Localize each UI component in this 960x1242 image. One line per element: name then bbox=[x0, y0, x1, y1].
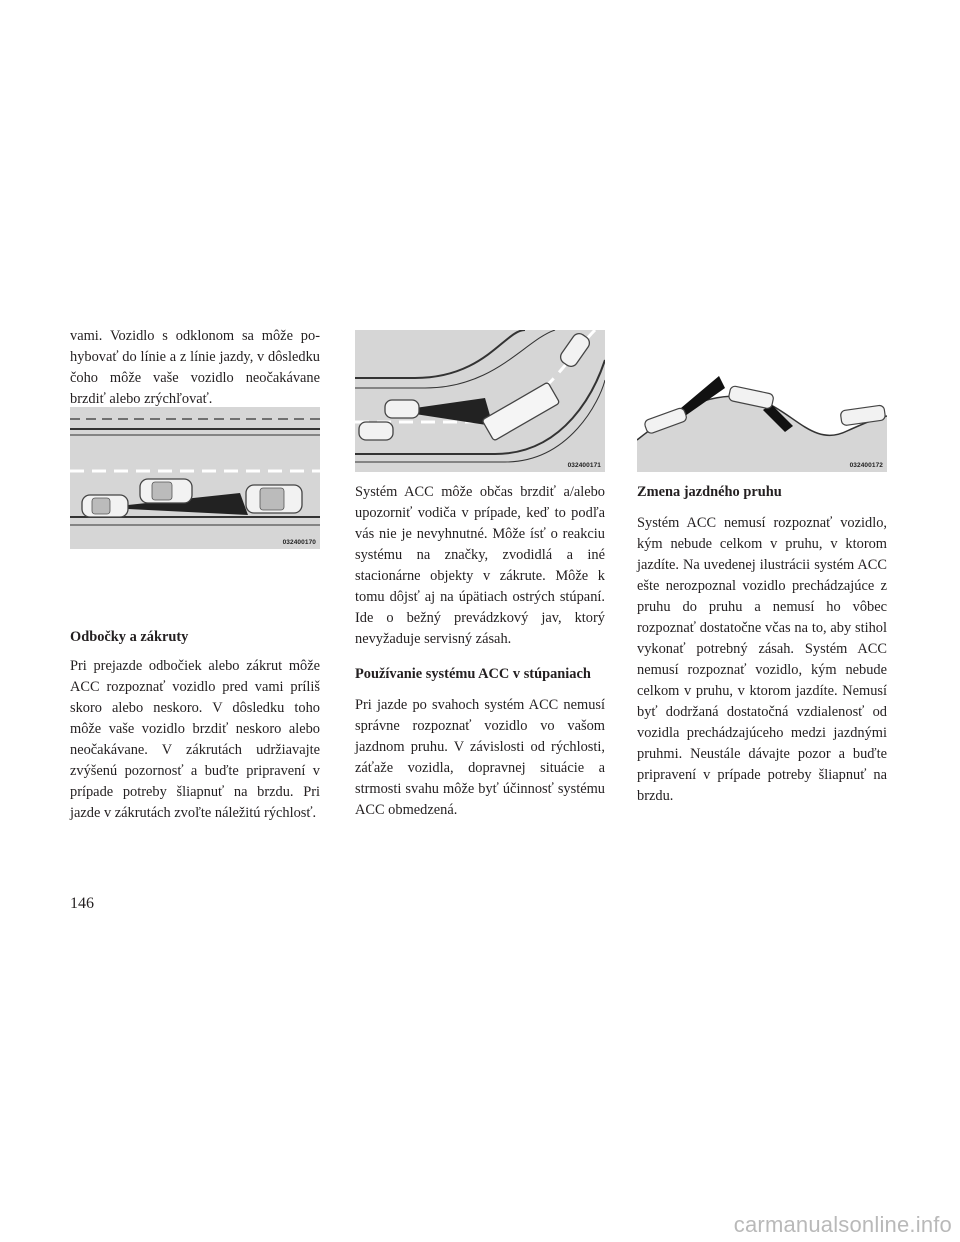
figure-curved-road bbox=[355, 330, 605, 472]
heading-acc-slopes: Používanie systému ACC v stúpaniach bbox=[355, 666, 591, 682]
page-number: 146 bbox=[70, 895, 94, 912]
car-icon bbox=[140, 479, 192, 503]
paragraph-acc-slopes: Pri jazde po svahoch systém ACC nemusí správne rozpoznať vozidlo vo vašom jazdnom pruhu. V závislosti od rýchlosti, záťaže vozidla, dopravnej situácie a strmosti svahu môže byť účinnosť systému ACC obmedzená. bbox=[355, 697, 605, 818]
paragraph-lane-change: Systém ACC nemusí rozpoznať vozidlo, kým nebude celkom v pruhu, v ktorom jazdíte. Na uvedenej ilustrácii systém ACC ešte nerozpoznal vozidlo prechádzajúce z pruhu do pruhu a nemusí ho vôbec rozpoznať dostatočne včas na to, aby stihol vykonať potrebný zásah. Systém ACC nemusí rozpoznať vozidlo, kým nebude celkom v pruhu, v ktorom jazdíte. Nemusí byť dodržaná dostatočná vzdialenosť od vozidla prechádzajúceho medzi jazdnými pruhmi. Neustále dávajte pozor a buďte pripravení v prípade potreby šliapnuť na brzdu. bbox=[637, 515, 887, 804]
car-icon bbox=[385, 400, 419, 418]
paragraph-curve-braking: Systém ACC môže občas brzdiť a/alebo upozorniť vodiča v prípade, keď to podľa vás nie je nevyhnutné. Môže ísť o reakciu systému na značky, zvodidlá a iné stacionárne objekty v zákrute. Môže k tomu dôjsť aj na úpätiach ostrých stúpaní. Ide o bežný prevádzkový jav, ktorý nevyžaduje servisný zásah. bbox=[355, 484, 605, 647]
column-middle bbox=[355, 482, 605, 821]
figure-code: 032400171 bbox=[567, 462, 601, 469]
column-right bbox=[637, 482, 887, 807]
heading-lane-change: Zmena jazdného pruhu bbox=[637, 484, 782, 500]
paragraph-turns-curves: Pri prejazde odbočiek alebo zákrut môže ACC rozpoznať vozidlo pred vami príliš skoro alebo neskoro. V dôsledku toho môže vaše vozidlo brzdiť neskoro alebo neočakávane. V zákrutách udržiavajte zvýšenú pozornosť a buďte pripravení v prípade potreby šliapnuť na brzdu. Pri jazde v zákrutách zvoľte náležitú rýchlosť. bbox=[70, 658, 320, 821]
heading-turns-curves: Odbočky a zákruty bbox=[70, 629, 189, 645]
hill-road-illustration bbox=[637, 376, 887, 472]
curve-road-illustration bbox=[355, 330, 605, 472]
car-icon bbox=[359, 422, 393, 440]
figure-hill-road bbox=[637, 376, 887, 472]
figure-code: 032400172 bbox=[849, 462, 883, 469]
car-icon bbox=[82, 495, 128, 517]
figure-straight-road bbox=[70, 407, 320, 549]
car-icon bbox=[246, 485, 302, 513]
column-left bbox=[70, 326, 320, 824]
straight-road-illustration bbox=[70, 407, 320, 549]
watermark: carmanualsonline.info bbox=[733, 1212, 952, 1237]
figure-code: 032400170 bbox=[282, 539, 316, 546]
paragraph-intro: vami. Vozidlo s odklonom sa môže pohybovať do línie a z línie jazdy, v dôsledku čoho môže vaše vozidlo neočakávane brzdiť alebo zrýchľovať. bbox=[70, 328, 320, 407]
